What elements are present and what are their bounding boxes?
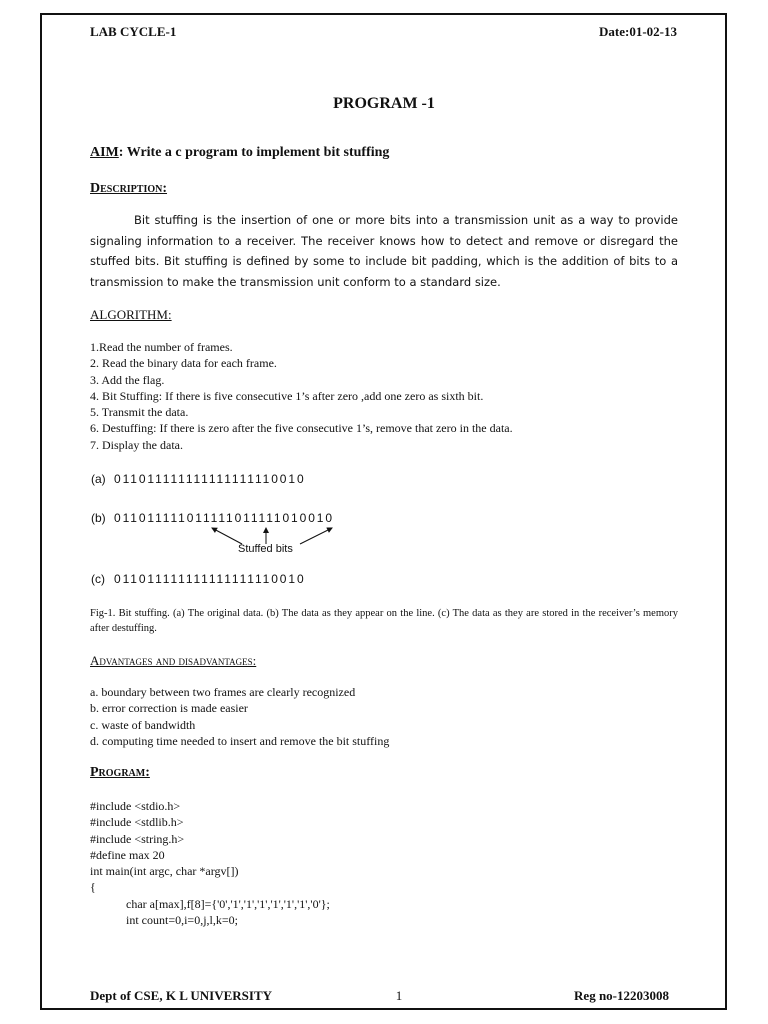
aim-label: AIM: [90, 145, 119, 160]
code-line: int count=0,i=0,j,l,k=0;: [90, 913, 238, 928]
aim-text: : Write a c program to implement bit stuffing: [118, 145, 390, 160]
arrow-left: [212, 528, 242, 544]
code-line: #include <string.h>: [90, 831, 185, 846]
figure-c-label: (c): [91, 572, 105, 586]
advantages-item: a. boundary between two frames are clearly recognized: [90, 685, 356, 699]
header-date: Date:01-02-13: [599, 24, 677, 39]
code-line: int main(int argc, char *argv[]): [90, 864, 239, 879]
code-line: #include <stdlib.h>: [90, 815, 184, 830]
advantages-list: [90, 684, 389, 749]
advantages-item: c. waste of bandwidth: [90, 717, 196, 732]
arrow-right: [300, 528, 332, 544]
figure-c-bits: 011011111111111111110010: [114, 572, 306, 586]
algorithm-step: 1.Read the number of frames.: [90, 340, 233, 354]
algorithm-step: 4. Bit Stuffing: If there is five consecutive 1’s after zero ,add one zero as sixth bit.: [90, 388, 484, 403]
algorithm-step: 6. Destuffing: If there is zero after the five consecutive 1’s, remove that zero in the data.: [90, 421, 513, 436]
algorithm-step: 5. Transmit the data.: [90, 405, 189, 420]
header-lab-cycle: LAB CYCLE-1: [90, 24, 177, 39]
figure-a-bits: 011011111111111111110010: [114, 472, 306, 486]
description-heading: Description:: [90, 181, 168, 196]
code-line: char a[max],f[8]={'0','1','1','1','1','1','1','0'};: [90, 896, 330, 911]
code-line: #include <stdio.h>: [90, 799, 181, 813]
footer-department: Dept of CSE, K L UNIVERSITY: [90, 988, 273, 1003]
figure-b-bits: 011011111011111011111010010: [114, 511, 334, 525]
algorithm-step: 7. Display the data.: [90, 437, 183, 452]
algorithm-steps: [90, 339, 513, 453]
page-title: PROGRAM -1: [333, 95, 435, 112]
figure-caption: Fig-1. Bit stuffing. (a) The original data. (b) The data as they appear on the line. (c) The data as they are stored in the receiver’s memory after destuffing.: [90, 608, 678, 634]
advantages-heading: Advantages and disadvantages:: [90, 653, 257, 668]
advantages-item: b. error correction is made easier: [90, 701, 248, 716]
algorithm-step: 3. Add the flag.: [90, 372, 165, 387]
program-heading: Program:: [90, 765, 150, 780]
aim-line: [90, 145, 389, 161]
footer-reg-no: Reg no-12203008: [574, 988, 669, 1003]
description-text: Bit stuffing is the insertion of one or more bits into a transmission unit as a way to provide signaling information to a receiver. The receiver knows how to detect and remove or disregard the stuffed bits. Bit stuffing is defined by some to include bit padding, which is the addition of bits to a transmission to make the transmission unit conform to a standard size.: [90, 213, 678, 289]
footer-page-number: 1: [395, 988, 403, 1003]
program-code: [90, 798, 330, 928]
advantages-item: d. computing time needed to insert and remove the bit stuffing: [90, 733, 390, 748]
algorithm-step: 2. Read the binary data for each frame.: [90, 356, 277, 371]
figure-b-label: (b): [91, 511, 106, 525]
algorithm-heading: ALGORITHM:: [90, 307, 172, 322]
code-line: {: [90, 880, 96, 895]
code-line: #define max 20: [90, 847, 165, 862]
figure-a-label: (a): [91, 472, 106, 486]
stuffed-bits-label: Stuffed bits: [238, 543, 293, 555]
